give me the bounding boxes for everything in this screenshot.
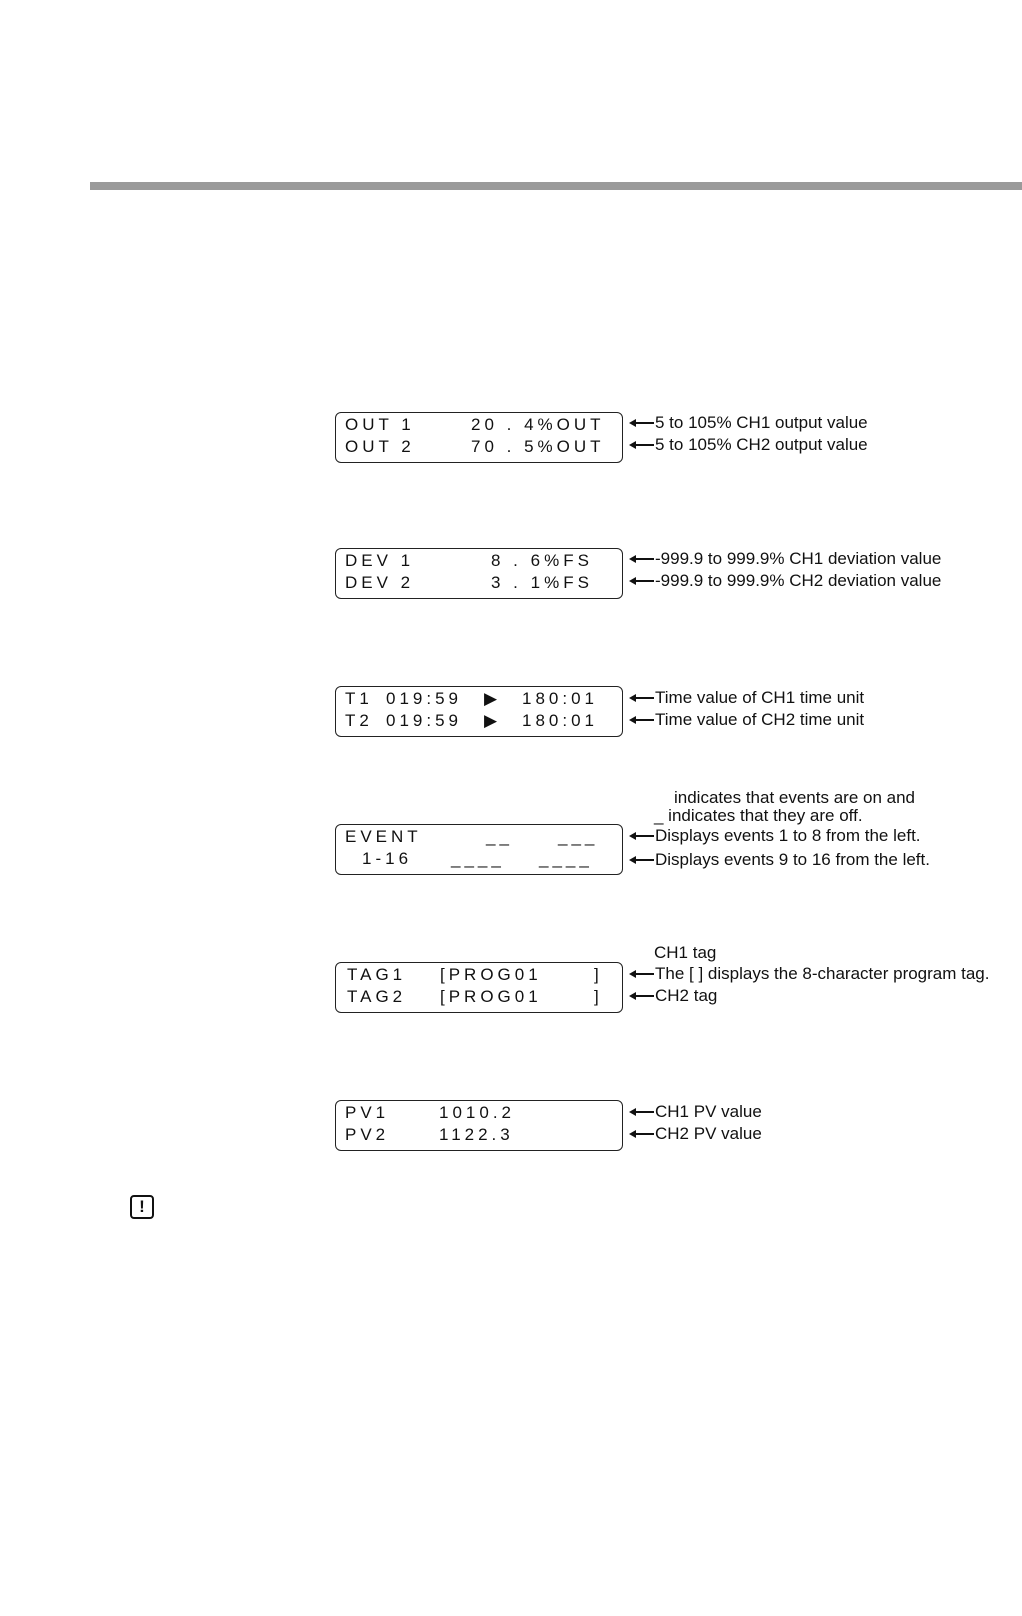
lcd-text: TAG2 (347, 987, 407, 1006)
caution-icon: ! (130, 1195, 154, 1219)
left-arrow-icon (629, 969, 654, 979)
left-arrow-icon (629, 576, 654, 586)
tag-note: CH1 tag (654, 943, 717, 962)
annotation (629, 826, 921, 846)
annotation-text: Time value of CH1 time unit (655, 688, 865, 707)
annotation (629, 1102, 762, 1122)
lcd-text: TAG1 (347, 965, 407, 984)
lcd-text: PV1 (345, 1103, 390, 1122)
annotation (629, 1124, 762, 1144)
dev-display (335, 548, 623, 599)
time-display (335, 686, 623, 737)
annotation (629, 688, 864, 708)
tag-display (335, 962, 623, 1013)
left-arrow-icon (629, 554, 654, 564)
lcd-text: DEV 2 (345, 573, 415, 592)
lcd-text: 8 . 6%FS (491, 551, 593, 570)
annotation (629, 710, 864, 730)
annotation-text: -999.9 to 999.9% CH2 deviation value (655, 571, 942, 590)
annotation (629, 571, 941, 591)
event-note: _ indicates that they are off. (654, 806, 863, 825)
lcd-text: 70 . 5%OUT (471, 437, 605, 456)
out-display (335, 412, 623, 463)
lcd-text: ___ (558, 827, 599, 846)
pv-display (335, 1100, 623, 1151)
lcd-text: 20 . 4%OUT (471, 415, 605, 434)
event-note: indicates that events are on and (674, 788, 915, 807)
left-arrow-icon (629, 1107, 654, 1117)
lcd-text: ____ (539, 849, 593, 868)
lcd-text: 180:01 (522, 689, 598, 708)
annotation-text: Displays events 1 to 8 from the left. (655, 826, 921, 845)
left-arrow-icon (629, 855, 654, 865)
lcd-text: 019:59 (386, 689, 462, 708)
lcd-text: ____ (451, 849, 505, 868)
play-icon: ▶ (484, 689, 498, 708)
lcd-text: ] (594, 987, 603, 1006)
lcd-text: 180:01 (522, 711, 598, 730)
left-arrow-icon (629, 418, 654, 428)
annotation-text: 5 to 105% CH2 output value (655, 435, 868, 454)
left-arrow-icon (629, 440, 654, 450)
left-arrow-icon (629, 991, 654, 1001)
lcd-text: 1122.3 (439, 1125, 514, 1144)
header-rule (90, 182, 1022, 190)
annotation (629, 986, 717, 1006)
lcd-text: OUT 2 (345, 437, 415, 456)
lcd-text: EVENT (345, 827, 422, 846)
annotation-text: -999.9 to 999.9% CH1 deviation value (655, 549, 942, 568)
lcd-text: T2 (345, 711, 373, 730)
annotation (629, 850, 930, 870)
annotation-text: 5 to 105% CH1 output value (655, 413, 868, 432)
event-display (335, 824, 623, 875)
lcd-text: 019:59 (386, 711, 462, 730)
lcd-text: DEV 1 (345, 551, 415, 570)
annotation-text: CH1 PV value (655, 1102, 762, 1121)
play-icon: ▶ (484, 711, 498, 730)
annotation-text: Displays events 9 to 16 from the left. (655, 850, 930, 869)
lcd-text: 1010.2 (439, 1103, 515, 1122)
lcd-text: ] (594, 965, 603, 984)
left-arrow-icon (629, 831, 654, 841)
lcd-text: 1-16 (362, 849, 413, 868)
left-arrow-icon (629, 693, 654, 703)
annotation-text: CH2 PV value (655, 1124, 762, 1143)
left-arrow-icon (629, 1129, 654, 1139)
lcd-text: OUT 1 (345, 415, 415, 434)
lcd-text: T1 (345, 689, 373, 708)
lcd-text: [PROG01 (440, 965, 542, 984)
annotation-text: The [ ] displays the 8-character program tag. (655, 964, 990, 983)
left-arrow-icon (629, 715, 654, 725)
annotation-text: CH2 tag (655, 986, 718, 1005)
lcd-text: 3 . 1%FS (491, 573, 593, 592)
annotation (629, 549, 941, 569)
annotation-text: Time value of CH2 time unit (655, 710, 865, 729)
lcd-text: PV2 (345, 1125, 390, 1144)
annotation (629, 435, 868, 455)
annotation (629, 964, 990, 984)
lcd-text: [PROG01 (440, 987, 542, 1006)
lcd-text: __ (486, 827, 513, 846)
annotation (629, 413, 868, 433)
